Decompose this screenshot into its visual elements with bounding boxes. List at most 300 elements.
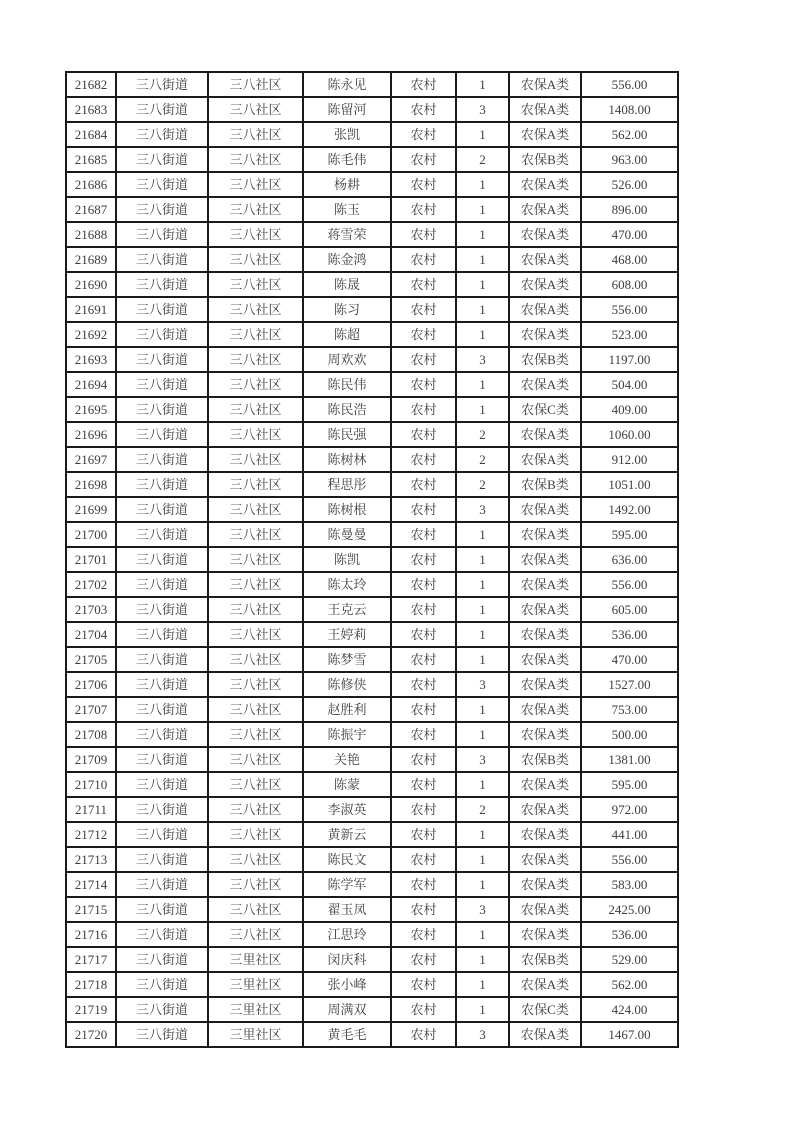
cell-insurance-category: 农保A类 (509, 622, 581, 647)
cell-community: 三八社区 (208, 347, 303, 372)
table-row (66, 272, 678, 297)
cell-name: 蒋雪荣 (303, 222, 391, 247)
table-row (66, 472, 678, 497)
cell-residence-type: 农村 (391, 747, 456, 772)
table-row (66, 922, 678, 947)
cell-id: 21690 (66, 272, 116, 297)
cell-id: 21701 (66, 547, 116, 572)
cell-name: 陈民文 (303, 847, 391, 872)
cell-insurance-category: 农保A类 (509, 97, 581, 122)
cell-person-count: 3 (456, 347, 509, 372)
cell-id: 21699 (66, 497, 116, 522)
table-row (66, 497, 678, 522)
cell-person-count: 1 (456, 272, 509, 297)
cell-amount: 504.00 (581, 372, 678, 397)
cell-name: 陈永见 (303, 72, 391, 97)
cell-name: 闵庆科 (303, 947, 391, 972)
cell-insurance-category: 农保A类 (509, 922, 581, 947)
table-row (66, 147, 678, 172)
cell-person-count: 2 (456, 422, 509, 447)
cell-street: 三八街道 (116, 822, 208, 847)
table-row (66, 897, 678, 922)
cell-insurance-category: 农保A类 (509, 647, 581, 672)
cell-name: 周欢欢 (303, 347, 391, 372)
cell-amount: 1527.00 (581, 672, 678, 697)
cell-community: 三八社区 (208, 422, 303, 447)
cell-community: 三八社区 (208, 472, 303, 497)
cell-street: 三八街道 (116, 447, 208, 472)
cell-name: 江思玲 (303, 922, 391, 947)
cell-community: 三八社区 (208, 597, 303, 622)
cell-insurance-category: 农保A类 (509, 722, 581, 747)
cell-id: 21708 (66, 722, 116, 747)
table-row (66, 122, 678, 147)
table-row (66, 372, 678, 397)
cell-amount: 583.00 (581, 872, 678, 897)
cell-residence-type: 农村 (391, 347, 456, 372)
cell-community: 三八社区 (208, 147, 303, 172)
cell-name: 翟玉凤 (303, 897, 391, 922)
cell-amount: 1051.00 (581, 472, 678, 497)
cell-amount: 409.00 (581, 397, 678, 422)
cell-name: 杨耕 (303, 172, 391, 197)
cell-amount: 963.00 (581, 147, 678, 172)
cell-community: 三八社区 (208, 872, 303, 897)
cell-street: 三八街道 (116, 947, 208, 972)
cell-street: 三八街道 (116, 122, 208, 147)
cell-residence-type: 农村 (391, 222, 456, 247)
table-row (66, 697, 678, 722)
cell-name: 程思彤 (303, 472, 391, 497)
table-row (66, 197, 678, 222)
cell-street: 三八街道 (116, 522, 208, 547)
cell-community: 三八社区 (208, 897, 303, 922)
cell-id: 21697 (66, 447, 116, 472)
cell-street: 三八街道 (116, 172, 208, 197)
cell-insurance-category: 农保A类 (509, 172, 581, 197)
cell-id: 21719 (66, 997, 116, 1022)
cell-residence-type: 农村 (391, 997, 456, 1022)
cell-community: 三八社区 (208, 197, 303, 222)
table-row (66, 572, 678, 597)
cell-community: 三八社区 (208, 547, 303, 572)
cell-person-count: 1 (456, 972, 509, 997)
table-row (66, 797, 678, 822)
cell-residence-type: 农村 (391, 372, 456, 397)
cell-street: 三八街道 (116, 647, 208, 672)
cell-name: 陈学军 (303, 872, 391, 897)
table-row (66, 997, 678, 1022)
cell-name: 陈树根 (303, 497, 391, 522)
cell-residence-type: 农村 (391, 322, 456, 347)
cell-name: 陈留河 (303, 97, 391, 122)
cell-community: 三八社区 (208, 722, 303, 747)
cell-amount: 1197.00 (581, 347, 678, 372)
cell-street: 三八街道 (116, 472, 208, 497)
cell-street: 三八街道 (116, 272, 208, 297)
cell-amount: 595.00 (581, 772, 678, 797)
records-table-body (66, 72, 678, 1047)
cell-person-count: 1 (456, 372, 509, 397)
cell-id: 21710 (66, 772, 116, 797)
cell-amount: 595.00 (581, 522, 678, 547)
cell-residence-type: 农村 (391, 72, 456, 97)
cell-insurance-category: 农保A类 (509, 372, 581, 397)
cell-amount: 636.00 (581, 547, 678, 572)
table-row (66, 822, 678, 847)
cell-id: 21705 (66, 647, 116, 672)
cell-id: 21704 (66, 622, 116, 647)
cell-id: 21695 (66, 397, 116, 422)
table-row (66, 747, 678, 772)
cell-amount: 2425.00 (581, 897, 678, 922)
cell-person-count: 1 (456, 572, 509, 597)
cell-residence-type: 农村 (391, 172, 456, 197)
cell-amount: 500.00 (581, 722, 678, 747)
cell-name: 赵胜利 (303, 697, 391, 722)
cell-amount: 605.00 (581, 597, 678, 622)
cell-street: 三八街道 (116, 622, 208, 647)
cell-name: 陈民强 (303, 422, 391, 447)
cell-person-count: 1 (456, 722, 509, 747)
cell-id: 21687 (66, 197, 116, 222)
cell-street: 三八街道 (116, 1022, 208, 1047)
cell-name: 张小峰 (303, 972, 391, 997)
cell-name: 黄毛毛 (303, 1022, 391, 1047)
cell-amount: 526.00 (581, 172, 678, 197)
cell-street: 三八街道 (116, 347, 208, 372)
table-row (66, 297, 678, 322)
table-row (66, 722, 678, 747)
table-row (66, 447, 678, 472)
cell-community: 三八社区 (208, 847, 303, 872)
cell-id: 21698 (66, 472, 116, 497)
cell-street: 三八街道 (116, 547, 208, 572)
cell-insurance-category: 农保A类 (509, 422, 581, 447)
cell-amount: 912.00 (581, 447, 678, 472)
cell-name: 陈曼曼 (303, 522, 391, 547)
cell-residence-type: 农村 (391, 622, 456, 647)
cell-street: 三八街道 (116, 597, 208, 622)
cell-name: 王婷莉 (303, 622, 391, 647)
cell-person-count: 3 (456, 97, 509, 122)
table-row (66, 172, 678, 197)
cell-street: 三八街道 (116, 72, 208, 97)
cell-name: 陈振宇 (303, 722, 391, 747)
cell-amount: 972.00 (581, 797, 678, 822)
cell-name: 陈梦雪 (303, 647, 391, 672)
cell-street: 三八街道 (116, 747, 208, 772)
cell-id: 21686 (66, 172, 116, 197)
cell-person-count: 2 (456, 447, 509, 472)
cell-insurance-category: 农保A类 (509, 247, 581, 272)
cell-insurance-category: 农保A类 (509, 322, 581, 347)
cell-street: 三八街道 (116, 797, 208, 822)
cell-residence-type: 农村 (391, 847, 456, 872)
table-row (66, 872, 678, 897)
cell-community: 三八社区 (208, 447, 303, 472)
cell-insurance-category: 农保B类 (509, 747, 581, 772)
cell-community: 三八社区 (208, 772, 303, 797)
cell-name: 陈太玲 (303, 572, 391, 597)
cell-community: 三里社区 (208, 1022, 303, 1047)
table-row (66, 322, 678, 347)
cell-name: 黄新云 (303, 822, 391, 847)
cell-person-count: 1 (456, 247, 509, 272)
cell-name: 陈毛伟 (303, 147, 391, 172)
table-row (66, 947, 678, 972)
cell-person-count: 1 (456, 947, 509, 972)
table-row (66, 72, 678, 97)
cell-amount: 1467.00 (581, 1022, 678, 1047)
cell-insurance-category: 农保A类 (509, 272, 581, 297)
cell-insurance-category: 农保C类 (509, 997, 581, 1022)
cell-residence-type: 农村 (391, 572, 456, 597)
cell-residence-type: 农村 (391, 1022, 456, 1047)
cell-amount: 562.00 (581, 972, 678, 997)
table-row (66, 347, 678, 372)
cell-insurance-category: 农保A类 (509, 897, 581, 922)
cell-community: 三八社区 (208, 397, 303, 422)
cell-community: 三八社区 (208, 647, 303, 672)
cell-street: 三八街道 (116, 922, 208, 947)
cell-person-count: 3 (456, 1022, 509, 1047)
cell-amount: 556.00 (581, 297, 678, 322)
cell-residence-type: 农村 (391, 672, 456, 697)
cell-street: 三八街道 (116, 672, 208, 697)
cell-person-count: 1 (456, 397, 509, 422)
cell-id: 21703 (66, 597, 116, 622)
cell-community: 三八社区 (208, 697, 303, 722)
cell-amount: 536.00 (581, 622, 678, 647)
cell-insurance-category: 农保A类 (509, 1022, 581, 1047)
cell-insurance-category: 农保A类 (509, 972, 581, 997)
cell-insurance-category: 农保A类 (509, 497, 581, 522)
cell-community: 三八社区 (208, 247, 303, 272)
cell-person-count: 1 (456, 997, 509, 1022)
cell-amount: 556.00 (581, 847, 678, 872)
table-row (66, 1022, 678, 1047)
cell-community: 三八社区 (208, 372, 303, 397)
cell-id: 21688 (66, 222, 116, 247)
cell-id: 21694 (66, 372, 116, 397)
cell-person-count: 1 (456, 772, 509, 797)
cell-id: 21720 (66, 1022, 116, 1047)
cell-id: 21706 (66, 672, 116, 697)
cell-insurance-category: 农保A类 (509, 597, 581, 622)
cell-community: 三八社区 (208, 572, 303, 597)
cell-residence-type: 农村 (391, 922, 456, 947)
cell-name: 王克云 (303, 597, 391, 622)
cell-person-count: 1 (456, 522, 509, 547)
cell-street: 三八街道 (116, 247, 208, 272)
cell-insurance-category: 农保B类 (509, 147, 581, 172)
cell-residence-type: 农村 (391, 147, 456, 172)
cell-name: 陈金鸿 (303, 247, 391, 272)
cell-residence-type: 农村 (391, 197, 456, 222)
cell-person-count: 3 (456, 897, 509, 922)
cell-residence-type: 农村 (391, 497, 456, 522)
cell-id: 21714 (66, 872, 116, 897)
cell-street: 三八街道 (116, 847, 208, 872)
table-row (66, 622, 678, 647)
cell-amount: 1060.00 (581, 422, 678, 447)
cell-person-count: 1 (456, 547, 509, 572)
cell-name: 陈修侠 (303, 672, 391, 697)
cell-id: 21683 (66, 97, 116, 122)
cell-person-count: 1 (456, 72, 509, 97)
cell-residence-type: 农村 (391, 722, 456, 747)
cell-insurance-category: 农保A类 (509, 872, 581, 897)
cell-person-count: 2 (456, 797, 509, 822)
cell-residence-type: 农村 (391, 597, 456, 622)
cell-person-count: 1 (456, 322, 509, 347)
cell-id: 21713 (66, 847, 116, 872)
table-row (66, 672, 678, 697)
cell-amount: 424.00 (581, 997, 678, 1022)
cell-insurance-category: 农保A类 (509, 197, 581, 222)
cell-insurance-category: 农保A类 (509, 547, 581, 572)
cell-id: 21691 (66, 297, 116, 322)
cell-community: 三里社区 (208, 997, 303, 1022)
cell-insurance-category: 农保B类 (509, 947, 581, 972)
cell-residence-type: 农村 (391, 422, 456, 447)
cell-residence-type: 农村 (391, 522, 456, 547)
cell-id: 21696 (66, 422, 116, 447)
cell-id: 21700 (66, 522, 116, 547)
cell-community: 三八社区 (208, 622, 303, 647)
cell-person-count: 3 (456, 497, 509, 522)
cell-insurance-category: 农保A类 (509, 772, 581, 797)
cell-id: 21709 (66, 747, 116, 772)
cell-id: 21693 (66, 347, 116, 372)
table-row (66, 422, 678, 447)
cell-community: 三八社区 (208, 72, 303, 97)
cell-person-count: 1 (456, 822, 509, 847)
cell-person-count: 1 (456, 622, 509, 647)
table-row (66, 547, 678, 572)
cell-amount: 536.00 (581, 922, 678, 947)
cell-community: 三八社区 (208, 922, 303, 947)
cell-street: 三八街道 (116, 772, 208, 797)
table-row (66, 97, 678, 122)
cell-insurance-category: 农保A类 (509, 447, 581, 472)
cell-id: 21689 (66, 247, 116, 272)
cell-street: 三八街道 (116, 997, 208, 1022)
cell-street: 三八街道 (116, 897, 208, 922)
cell-residence-type: 农村 (391, 897, 456, 922)
cell-amount: 556.00 (581, 572, 678, 597)
cell-amount: 1408.00 (581, 97, 678, 122)
cell-residence-type: 农村 (391, 647, 456, 672)
cell-id: 21702 (66, 572, 116, 597)
cell-id: 21717 (66, 947, 116, 972)
cell-community: 三八社区 (208, 297, 303, 322)
table-row (66, 647, 678, 672)
cell-residence-type: 农村 (391, 972, 456, 997)
cell-community: 三八社区 (208, 97, 303, 122)
cell-id: 21711 (66, 797, 116, 822)
table-row (66, 597, 678, 622)
cell-residence-type: 农村 (391, 547, 456, 572)
cell-insurance-category: 农保A类 (509, 672, 581, 697)
cell-name: 张凯 (303, 122, 391, 147)
cell-person-count: 3 (456, 747, 509, 772)
cell-amount: 562.00 (581, 122, 678, 147)
cell-residence-type: 农村 (391, 797, 456, 822)
cell-community: 三八社区 (208, 172, 303, 197)
cell-insurance-category: 农保A类 (509, 122, 581, 147)
cell-street: 三八街道 (116, 722, 208, 747)
cell-name: 陈玉 (303, 197, 391, 222)
cell-person-count: 1 (456, 172, 509, 197)
cell-amount: 556.00 (581, 72, 678, 97)
cell-insurance-category: 农保B类 (509, 347, 581, 372)
cell-name: 李淑英 (303, 797, 391, 822)
cell-residence-type: 农村 (391, 822, 456, 847)
cell-street: 三八街道 (116, 397, 208, 422)
cell-amount: 753.00 (581, 697, 678, 722)
cell-insurance-category: 农保A类 (509, 797, 581, 822)
cell-street: 三八街道 (116, 222, 208, 247)
cell-residence-type: 农村 (391, 247, 456, 272)
cell-id: 21707 (66, 697, 116, 722)
cell-residence-type: 农村 (391, 947, 456, 972)
cell-id: 21716 (66, 922, 116, 947)
table-row (66, 397, 678, 422)
cell-insurance-category: 农保A类 (509, 822, 581, 847)
cell-residence-type: 农村 (391, 122, 456, 147)
cell-residence-type: 农村 (391, 397, 456, 422)
cell-amount: 470.00 (581, 222, 678, 247)
cell-name: 陈民浩 (303, 397, 391, 422)
cell-residence-type: 农村 (391, 97, 456, 122)
cell-community: 三八社区 (208, 522, 303, 547)
cell-amount: 468.00 (581, 247, 678, 272)
cell-id: 21682 (66, 72, 116, 97)
cell-name: 陈凯 (303, 547, 391, 572)
cell-insurance-category: 农保A类 (509, 522, 581, 547)
cell-street: 三八街道 (116, 97, 208, 122)
table-row (66, 847, 678, 872)
cell-insurance-category: 农保B类 (509, 472, 581, 497)
cell-name: 关艳 (303, 747, 391, 772)
cell-id: 21715 (66, 897, 116, 922)
cell-community: 三八社区 (208, 122, 303, 147)
cell-name: 陈民伟 (303, 372, 391, 397)
cell-person-count: 1 (456, 847, 509, 872)
cell-street: 三八街道 (116, 972, 208, 997)
cell-person-count: 1 (456, 297, 509, 322)
cell-id: 21692 (66, 322, 116, 347)
cell-person-count: 1 (456, 122, 509, 147)
cell-street: 三八街道 (116, 572, 208, 597)
table-row (66, 522, 678, 547)
cell-street: 三八街道 (116, 147, 208, 172)
cell-person-count: 3 (456, 672, 509, 697)
table-row (66, 972, 678, 997)
cell-insurance-category: 农保A类 (509, 297, 581, 322)
cell-id: 21685 (66, 147, 116, 172)
cell-community: 三八社区 (208, 797, 303, 822)
cell-person-count: 1 (456, 697, 509, 722)
cell-community: 三八社区 (208, 322, 303, 347)
cell-insurance-category: 农保A类 (509, 847, 581, 872)
cell-insurance-category: 农保A类 (509, 222, 581, 247)
cell-person-count: 2 (456, 472, 509, 497)
cell-community: 三八社区 (208, 222, 303, 247)
cell-community: 三八社区 (208, 747, 303, 772)
